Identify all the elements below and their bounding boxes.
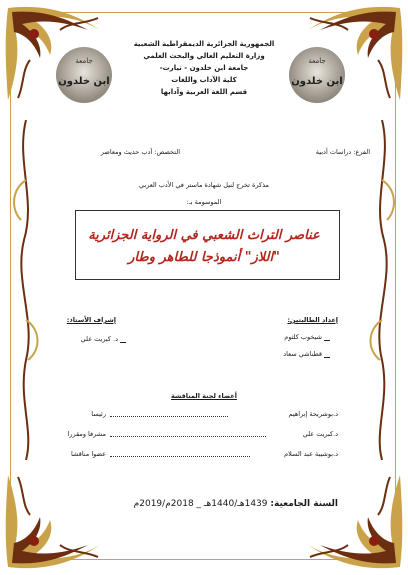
committee-member-role: مشرفا ومقررا: [67, 430, 106, 438]
svg-text:جامعة: جامعة: [308, 57, 326, 65]
title-frame: [75, 210, 340, 280]
header-university: جامعة ابن خلدون - تيارت-: [159, 64, 249, 72]
dotted-leader: [110, 436, 266, 437]
memo-line: مذكرة تخرج لنيل شهادة ماستر في الأدب العربي: [138, 181, 270, 189]
svg-text:جامعة: جامعة: [75, 57, 93, 65]
committee-member-name: د.بوشيبة عبد السلام: [284, 450, 338, 458]
dotted-leader: [110, 456, 250, 457]
committee-heading: أعضاء لجنة المناقشة: [170, 392, 237, 400]
thesis-title-line2: "اللاز" أنموذجا للطاهر وطار: [128, 250, 280, 265]
student-dash: [324, 340, 330, 341]
specialty-label: التخصص: أدب حديث ومعاصر: [100, 148, 180, 156]
corner-ornament-icon: [0, 465, 110, 575]
header-faculty: كلية الآداب واللغات: [171, 76, 237, 84]
header-republic: الجمهورية الجزائرية الديمقراطية الشعبية: [133, 40, 275, 48]
header-department: قسم اللغة العربية وآدابها: [160, 88, 248, 96]
committee-member-name: د.بوشريحة إبراهيم: [288, 410, 338, 418]
supervisor-name: د. كبريت علي: [80, 335, 118, 343]
svg-text:ابن خلدون: ابن خلدون: [291, 76, 343, 87]
academic-year: [134, 499, 338, 509]
supervisor-dash: [120, 342, 126, 343]
student-name: قطناشي سعاد: [283, 350, 322, 358]
thesis-title-line1: عناصر التراث الشعبي في الرواية الجزائرية: [88, 228, 320, 243]
header-ministry: وزارة التعليم العالي والبحث العلمي: [143, 52, 265, 60]
committee-member-name: د.كبريت علي: [302, 430, 338, 438]
committee-member-role: رئيسا: [91, 410, 106, 418]
student-name: شيخوب كلثوم: [284, 333, 322, 341]
topic-label: الموسومة بـ:: [186, 198, 222, 206]
right-flourish: [362, 120, 402, 460]
academic-year-value: 1439هـ/1440هـ _ 2018م/2019م: [133, 499, 268, 509]
students-heading: إعداد الطالبتين:: [287, 316, 338, 324]
committee-member-role: عضوا مناقشا: [70, 450, 106, 458]
supervisor-heading: إشراف الأستاذ:: [66, 316, 116, 324]
student-dash: [324, 357, 330, 358]
svg-text:ابن خلدون: ابن خلدون: [58, 76, 110, 87]
left-flourish: [6, 120, 46, 460]
academic-year-label: السنة الجامعية:: [270, 499, 338, 509]
corner-ornament-icon: [298, 465, 408, 575]
branch-label: الفرع: دراسات أدبية: [315, 148, 370, 156]
dotted-leader: [110, 416, 228, 417]
